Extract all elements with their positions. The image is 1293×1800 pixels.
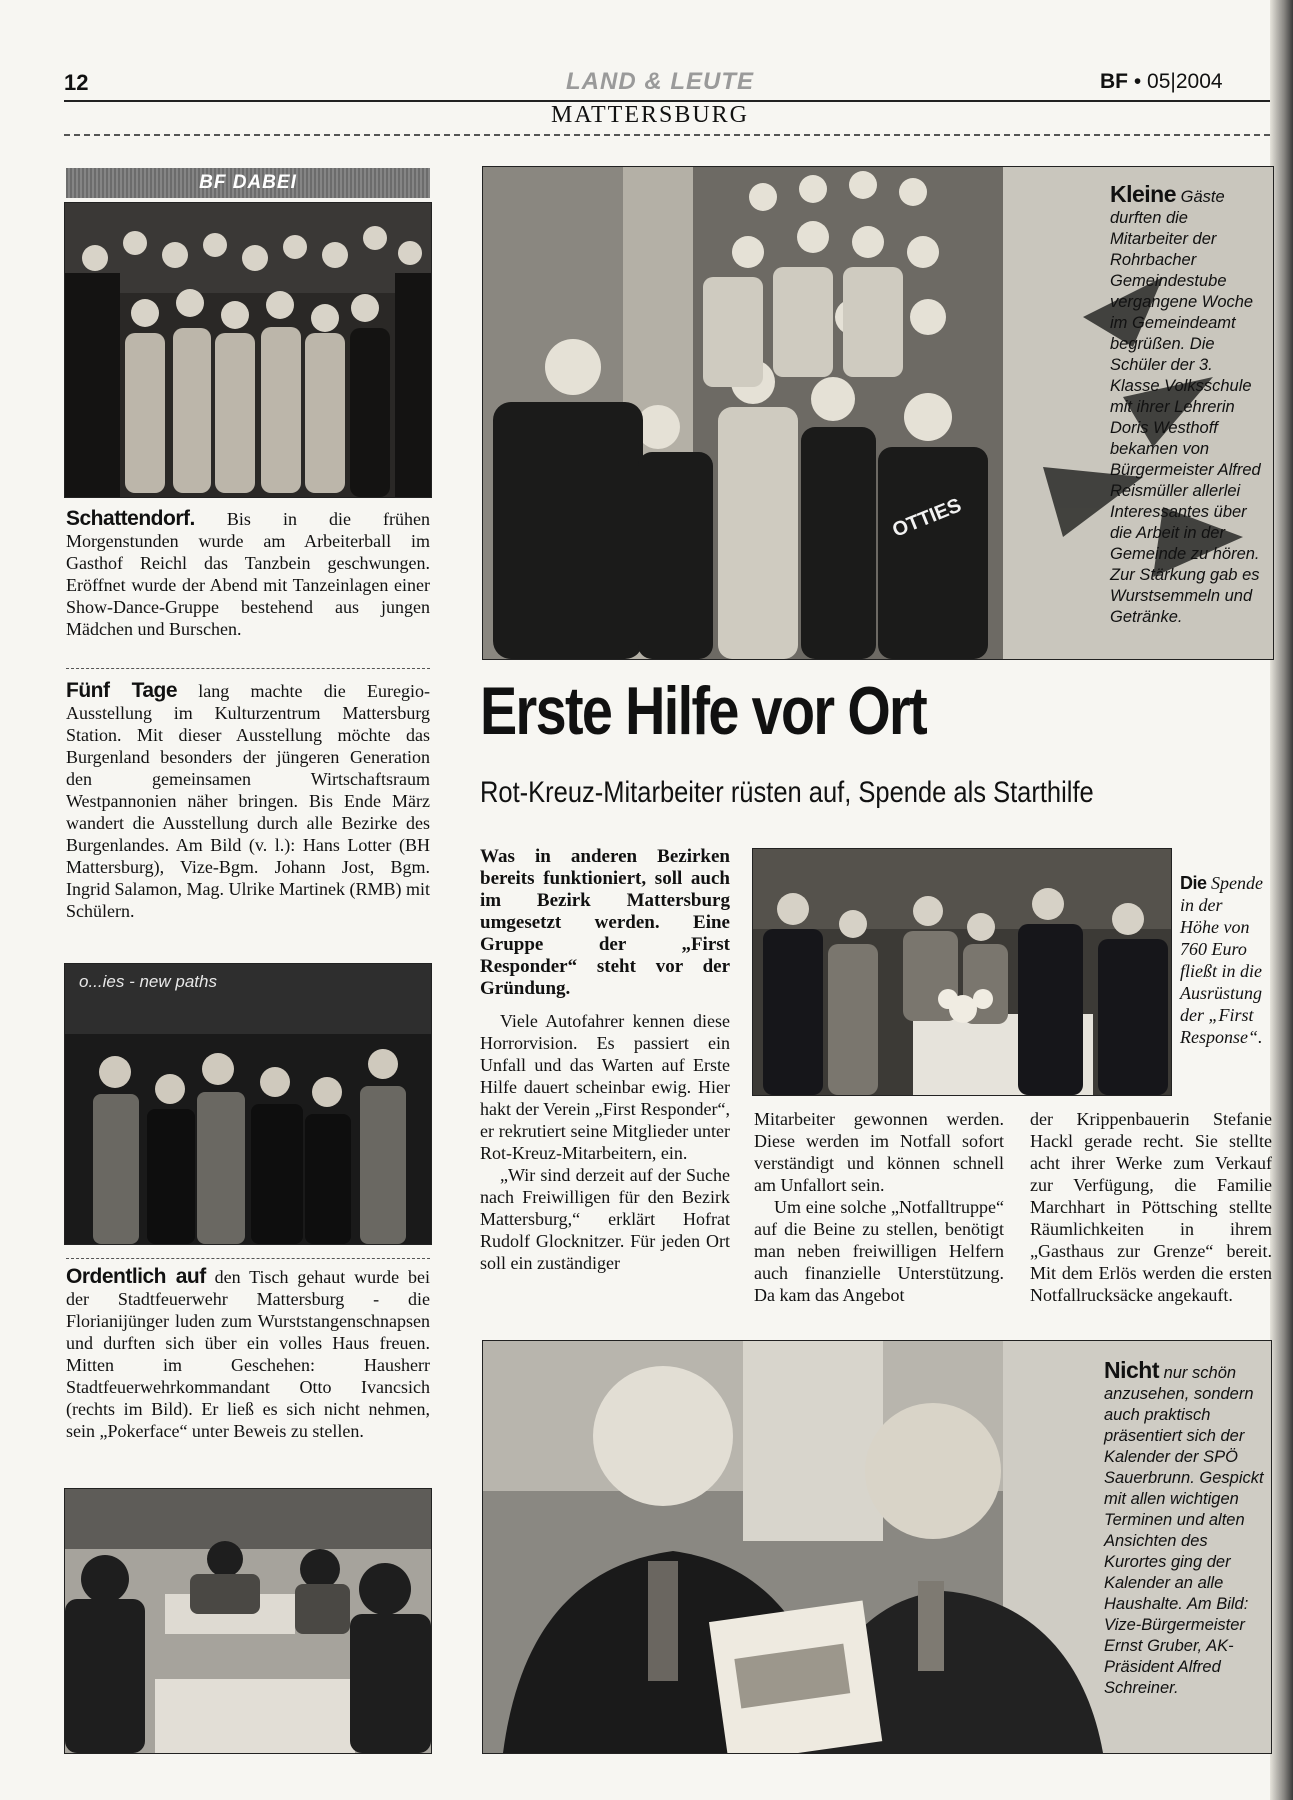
donation-caption-text: Spende in der Höhe von 760 Euro fließt in die Ausrüstung der „First Response“.: [1180, 873, 1263, 1047]
article-column-2: [754, 1108, 1004, 1306]
feuerwehr-text: den Tisch gehaut wurde bei der Stadtfeuerwehr Mattersburg - die Florianijünger luden zum Wurststangenschnapsen und durften sich über ein volles Haus freuen. Mitten im Geschehen: Hausherr Stadtfeuerwehrkommandant Otto Ivancsich (rechts im Bild). Er ließ es sich nicht nehmen, sein „Pokerface“ unter Beweis zu stellen.: [66, 1267, 430, 1441]
magazine-issue: BF • 05|2004: [1100, 70, 1223, 93]
school-visit-caption: [1110, 181, 1262, 628]
sidebar-item-euregio: [66, 680, 430, 922]
region-title: MATTERSBURG: [550, 102, 750, 128]
ball-photo-image: [65, 203, 431, 497]
article-column-3: [1030, 1108, 1272, 1306]
magazine-logo: BF: [1100, 70, 1128, 93]
donation-photo: [752, 848, 1172, 1096]
article-subhead: Rot-Kreuz-Mitarbeiter rüsten auf, Spende als Starthilfe: [480, 776, 1094, 809]
article-col1-para2: „Wir sind derzeit auf der Suche nach Freiwilligen für den Bezirk Mattersburg,“ erklärt Hofrat Rudolf Glocknitzer. Für jeden Ort soll ein zuständiger: [480, 1165, 730, 1273]
calendar-caption: [1104, 1357, 1264, 1699]
feuerwehr-photo-image: [65, 1489, 431, 1753]
page-number: 12: [64, 70, 89, 95]
euregio-lead: Fünf Tage: [66, 679, 178, 702]
sidebar-divider-1: [66, 668, 430, 669]
article-lede: Was in anderen Bezirken bereits funktioniert, soll auch im Bezirk Mattersburg umgesetzt werden. Eine Gruppe der „First Responder“ steht vor der Gründung.: [480, 846, 730, 999]
euregio-photo: [64, 963, 432, 1245]
feuerwehr-photo: [64, 1488, 432, 1754]
schattendorf-lead: Schattendorf.: [66, 507, 195, 530]
shirt-print: OTTIES: [889, 494, 965, 542]
euregio-photo-image: [65, 964, 431, 1244]
schattendorf-text: Bis in die frühen Morgenstunden wurde am Arbeiterball im Gasthof Reichl das Tanzbein geschwungen. Eröffnet wurde der Abend mit Tanzeinlagen einer Show-Dance-Gruppe bestehend aus jungen Mädchen und Burschen.: [66, 509, 430, 639]
school-visit-caption-text: Gäste durften die Mitarbeiter der Rohrbacher Gemeindestube vergangene Woche im Gemeindeamt begrüßen. Die Schüler der 3. Klasse Volksschule mit ihrer Lehrerin Doris Westhoff bekamen von Bürgermeister Alfred Reismüller allerlei Interessantes über die Arbeit in der Gemeinde zu hören. Zur Stärkung gab es Wurstsemmeln und Getränke.: [1110, 188, 1261, 626]
header-dashed-rule: [64, 134, 1270, 136]
euregio-text: lang machte die Euregio-Ausstellung im Kulturzentrum Mattersburg Station. Mit dieser Ausstellung möchte das Burgenland besonders der jüngeren Generation den gemeinsamen Wirtschaftsraum Westpannonien näher bringen. Bis Ende März wandert die Ausstellung durch alle Bezirke des Burgenlandes. Am Bild (v. l.): Hans Lotter (BH Mattersburg), Vize-Bgm. Johann Jost, Bgm. Ingrid Salamon, Mag. Ulrike Martinek (RMB) mit Schülern.: [66, 681, 430, 921]
calendar-caption-lead: Nicht: [1104, 1357, 1159, 1383]
donation-caption-lead: Die: [1180, 873, 1207, 893]
ball-photo: [64, 202, 432, 498]
sidebar-item-schattendorf: [66, 508, 430, 640]
donation-caption: [1180, 872, 1264, 1048]
donation-photo-image: [753, 849, 1171, 1095]
article-headline: Erste Hilfe vor Ort: [480, 673, 927, 749]
article-col1-para1: Viele Autofahrer kennen diese Horrorvision. Es passiert ein Unfall und das Warten auf Erste Hilfe dauert scheinbar ewig. Hier hakt der Verein „First Responder“, er rekrutiert seine Mitglieder unter Rot-Kreuz-Mitarbeitern, ein.: [480, 1011, 730, 1163]
article-col2-para1: Mitarbeiter gewonnen werden. Diese werden im Notfall sofort verständigt und können schnell am Unfallort sein.: [754, 1109, 1004, 1195]
article-col3-para1: der Krippenbauerin Stefanie Hackl gerade recht. Sie stellte acht ihrer Werke zum Verkauf zur Verfügung, die Familie Marchhart in Pöttsching stellte Räumlichkeiten in ihrem „Gasthaus zur Grenze“ bereit. Mit dem Erlös werden die ersten Notfallrucksäcke angekauft.: [1030, 1109, 1272, 1305]
feuerwehr-lead: Ordentlich auf: [66, 1265, 206, 1288]
school-visit-caption-lead: Kleine: [1110, 181, 1177, 207]
issue-number: 05|2004: [1147, 70, 1223, 93]
euregio-banner-text: o...ies - new paths: [79, 972, 217, 991]
section-title: LAND & LEUTE: [566, 68, 754, 95]
article-column-1: [480, 1010, 730, 1274]
calendar-caption-text: nur schön anzusehen, sondern auch praktisch präsentiert sich der Kalender der SPÖ Sauerbrunn. Gespickt mit allen wichtigen Terminen und alten Ansichten des Kurortes ging der Kalender an alle Haushalte. Am Bild: Vize-Bürgermeister Ernst Gruber, AK-Präsident Alfred Schreiner.: [1104, 1364, 1264, 1697]
sidebar-divider-2: [66, 1258, 430, 1259]
bf-dabei-kicker: BF DABEI: [66, 168, 430, 198]
sidebar-item-feuerwehr: [66, 1266, 430, 1442]
article-col2-para2: Um eine solche „Notfalltruppe“ auf die Beine zu stellen, benötigt man neben freiwilligen Helfern auch finanzielle Unterstützung. Da kam das Angebot: [754, 1197, 1004, 1305]
